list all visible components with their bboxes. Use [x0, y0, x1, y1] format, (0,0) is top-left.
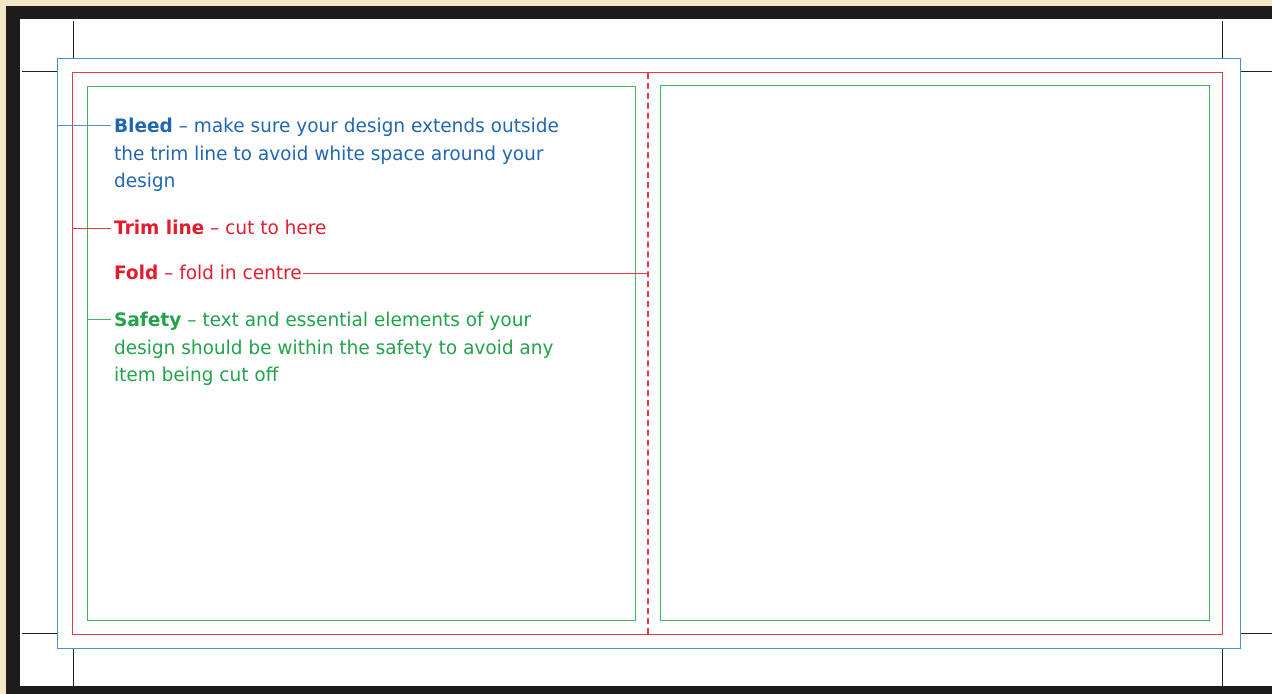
bleed-annotation-line-1: [114, 113, 559, 141]
bleed-text-1: – make sure your design extends outside: [172, 116, 559, 137]
bleed-annotation-line-2: the trim line to avoid white space around your: [114, 144, 544, 165]
bleed-term: Bleed: [114, 116, 173, 137]
crop-mark-bottom-right-h: [1241, 633, 1272, 634]
crop-mark-top-left-v: [73, 21, 74, 58]
safety-annotation-line-3: item being cut off: [114, 365, 279, 386]
fold-annotation: [114, 260, 302, 288]
safety-annotation-line-1: [114, 307, 531, 335]
trim-annotation: [114, 215, 326, 243]
bleed-leader-line: [57, 125, 111, 126]
fold-leader-line: [303, 273, 648, 274]
safety-text-1: – text and essential elements of your: [181, 310, 532, 331]
trim-term: Trim line: [114, 218, 205, 239]
safety-term: Safety: [114, 310, 182, 331]
safety-annotation-line-2: design should be within the safety to avoid any: [114, 338, 554, 359]
bleed-annotation-line-3: design: [114, 171, 176, 192]
crop-mark-bottom-right-v: [1222, 648, 1223, 686]
safety-leader-line: [87, 319, 111, 320]
trim-text: – cut to here: [204, 218, 327, 239]
crop-mark-bottom-left-h: [22, 633, 58, 634]
fold-term: Fold: [114, 263, 159, 284]
crop-mark-top-right-v: [1222, 21, 1223, 58]
crop-mark-top-left-h: [22, 71, 58, 72]
fold-line: [647, 73, 649, 634]
fold-text: – fold in centre: [158, 263, 302, 284]
crop-mark-bottom-left-v: [73, 648, 74, 686]
trim-leader-line: [72, 228, 111, 229]
crop-mark-top-right-h: [1241, 71, 1272, 72]
safety-boundary-right-panel: [660, 85, 1210, 621]
